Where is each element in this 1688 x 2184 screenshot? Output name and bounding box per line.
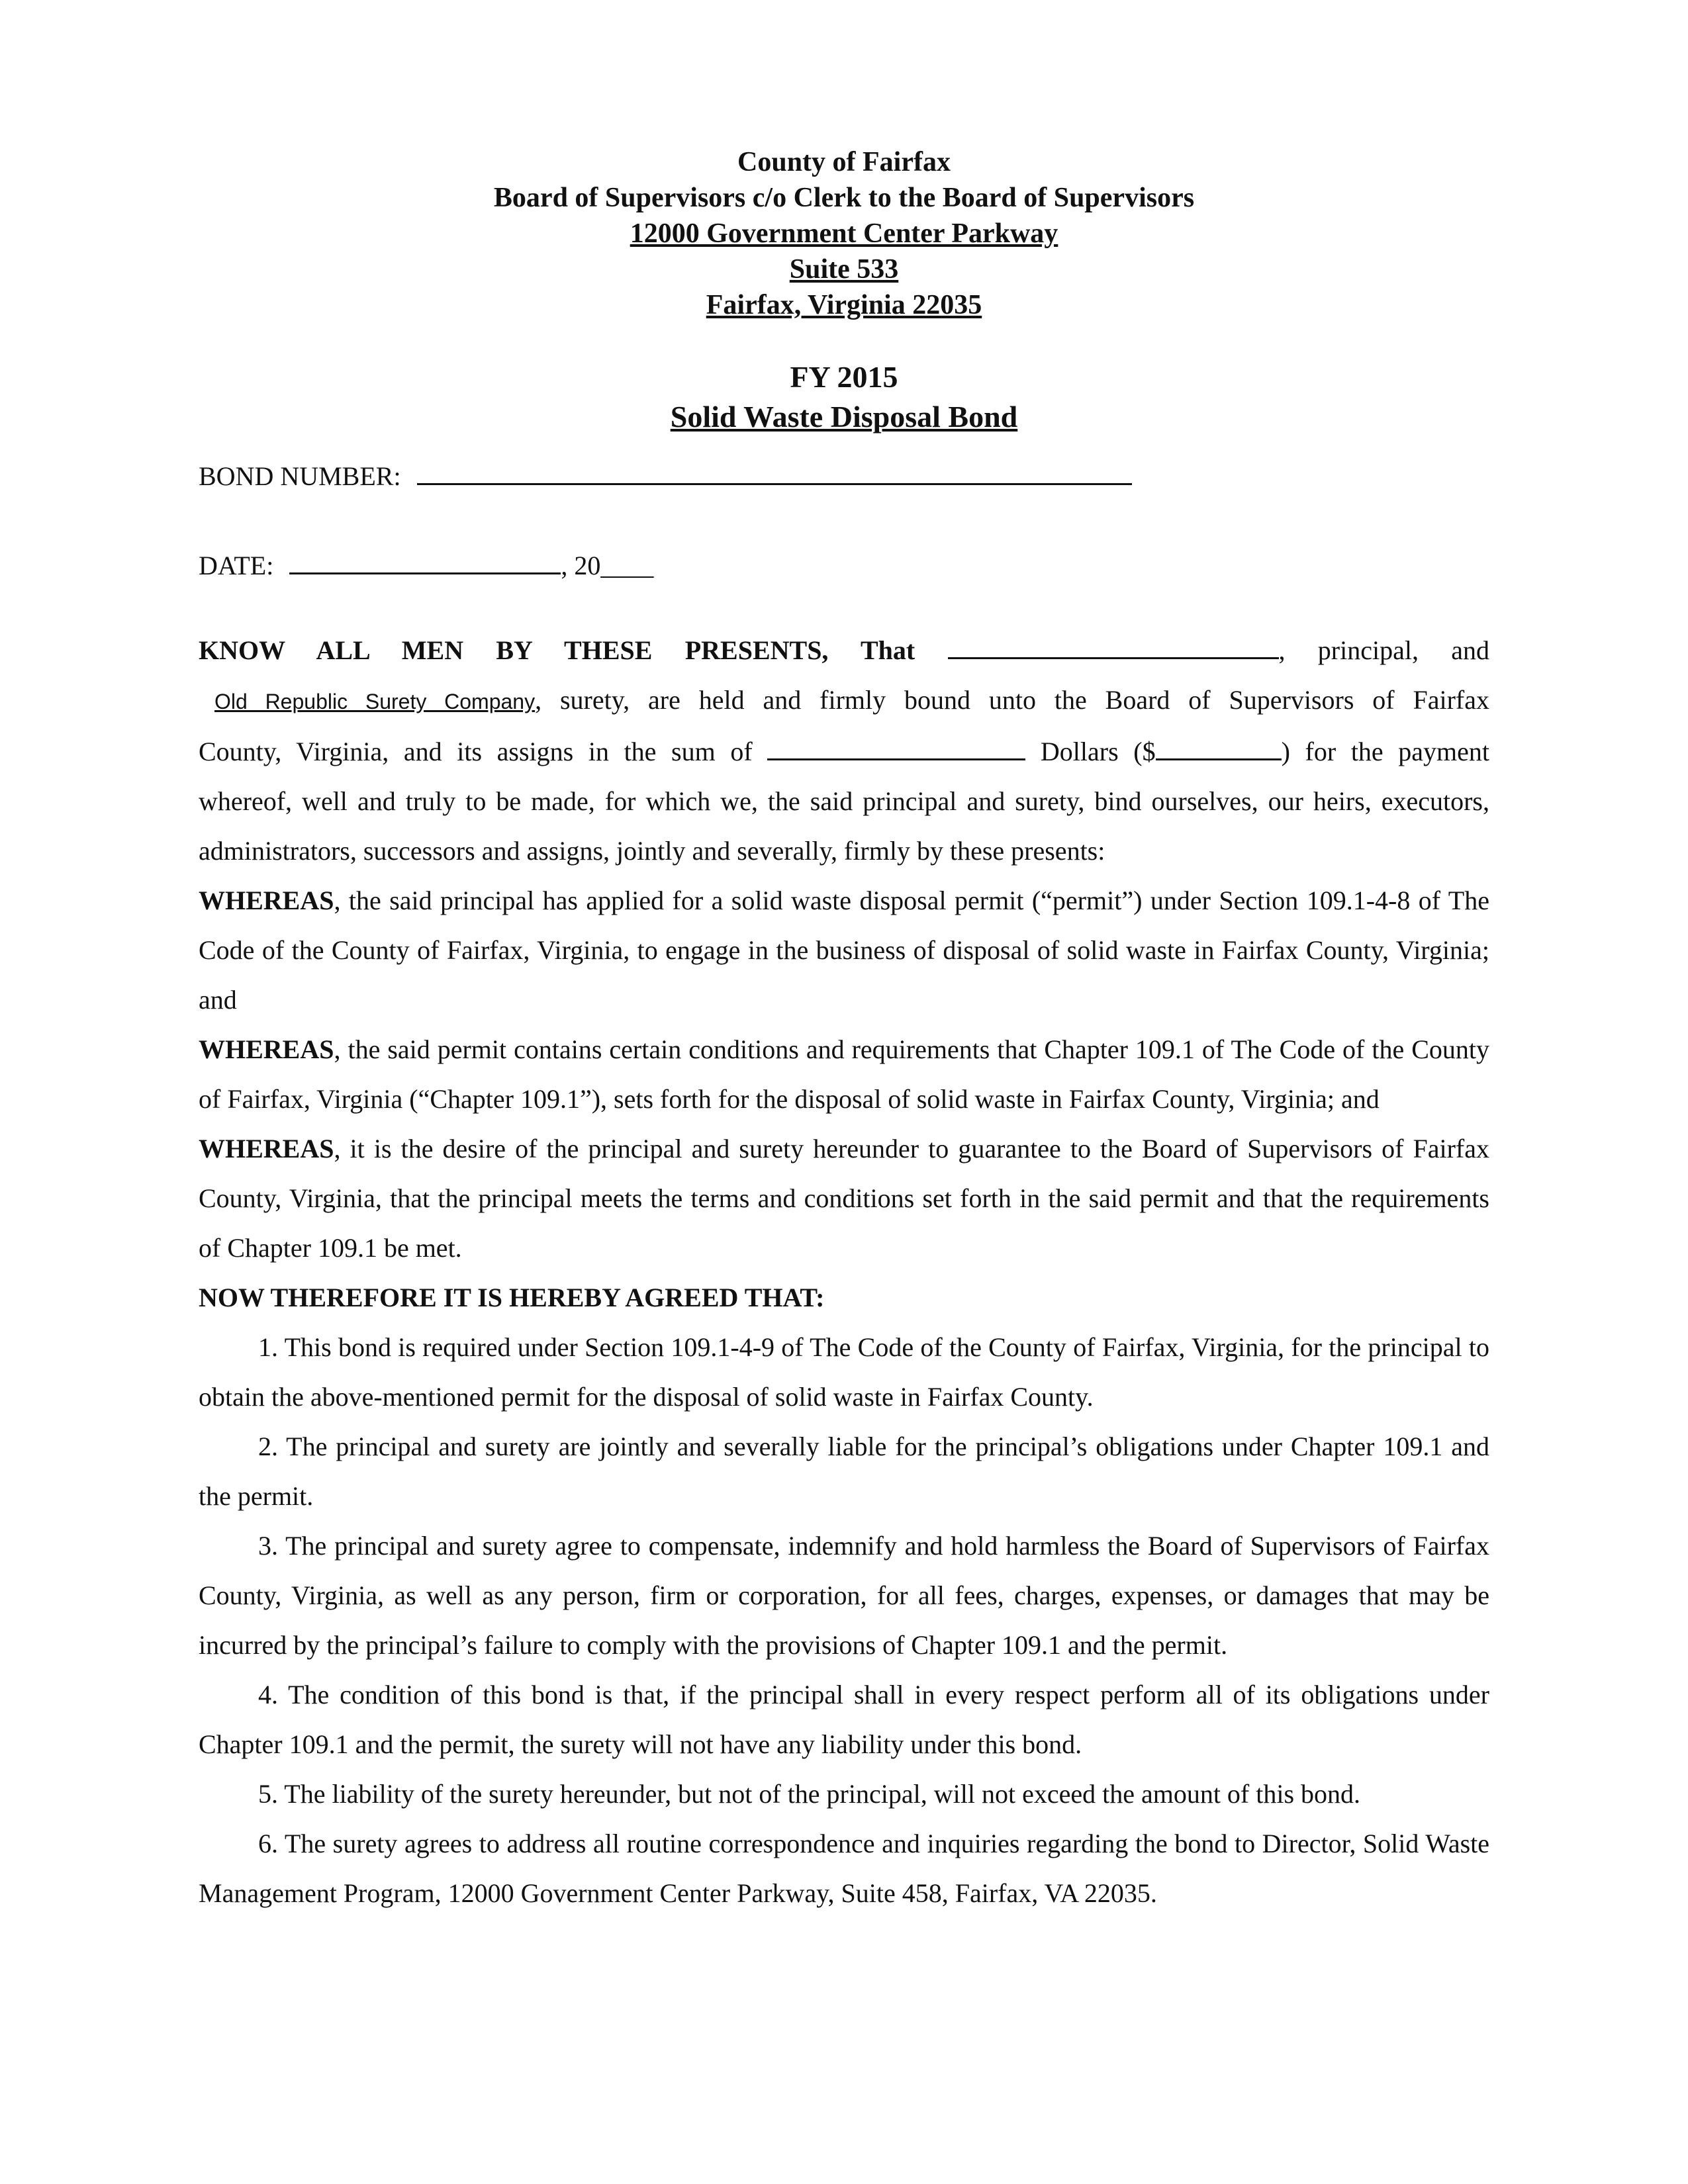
clause-text: This bond is required under Section 109.1-4-9 of The Code of the County of Fairfax, Virginia, for the principal to obtain the above-mentioned permit for the disposal of solid waste in Fairfax County. <box>199 1332 1489 1412</box>
letterhead <box>0 144 1688 323</box>
clause-number: 4. <box>258 1680 278 1709</box>
dollars-close: ) for the payment <box>1281 737 1490 766</box>
street-address: 12000 Government Center Parkway <box>630 218 1058 249</box>
bond-number-row <box>199 457 1132 492</box>
bond-number-label: BOND NUMBER: <box>199 461 401 491</box>
county-name: County of Fairfax <box>737 147 951 177</box>
principal-name-field[interactable] <box>948 631 1279 659</box>
clause-number: 6. <box>258 1829 278 1858</box>
surety-text: , surety, are held and firmly bound unto the Board of Supervisors of Fairfax <box>535 685 1490 715</box>
know-all-men: KNOW ALL MEN BY THESE PRESENTS, That <box>199 635 915 665</box>
date-row <box>199 546 653 581</box>
bond-body <box>199 625 1489 1918</box>
intro-rest: whereof, well and truly to be made, for which we, the said principal and surety, bind ourselves, our heirs, executors, administrators, successors and assigns, jointly and severally, firmly by these presents: <box>199 786 1489 866</box>
whereas-lead: WHEREAS <box>199 886 334 915</box>
sum-amount-field[interactable] <box>1156 732 1282 760</box>
dollars-open: Dollars ($ <box>1040 737 1156 766</box>
intro-line-2 <box>199 675 1489 727</box>
city-state-zip: Fairfax, Virginia 22035 <box>706 290 982 320</box>
clause-5 <box>199 1769 1489 1819</box>
date-label: DATE: <box>199 551 274 580</box>
document-title <box>0 357 1688 437</box>
whereas-text: , the said principal has applied for a solid waste disposal permit (“permit”) under Section 109.1-4-8 of The Code of the County of Fairfax, Virginia, to engage in the business of disposal of solid waste in Fairfax County, Virginia; and <box>199 886 1489 1015</box>
clause-text: The principal and surety agree to compensate, indemnify and hold harmless the Board of Supervisors of Fairfax County, Virginia, as well as any person, firm or corporation, for all fees, charges, expenses, or damages that may be incurred by the principal’s failure to comply with the provisions of Chapter 109.1 and the permit. <box>199 1531 1489 1660</box>
clause-2 <box>199 1422 1489 1521</box>
whereas-1 <box>199 876 1489 1024</box>
sum-prefix: County, Virginia, and its assigns in the sum of <box>199 737 753 766</box>
clause-text: The principal and surety are jointly and severally liable for the principal’s obligations under Chapter 109.1 and the permit. <box>199 1432 1490 1511</box>
date-year-field[interactable]: ____ <box>600 551 654 580</box>
agreed-heading: NOW THEREFORE IT IS HEREBY AGREED THAT: <box>199 1283 825 1312</box>
whereas-2 <box>199 1024 1489 1124</box>
sum-words-field[interactable] <box>767 732 1025 760</box>
suite-number: Suite 533 <box>789 254 899 285</box>
clause-number: 3. <box>258 1531 278 1561</box>
clause-1 <box>199 1322 1489 1422</box>
whereas-3 <box>199 1124 1489 1273</box>
clause-4 <box>199 1670 1489 1769</box>
surety-name: Old Republic Surety Company <box>214 690 536 713</box>
whereas-lead: WHEREAS <box>199 1034 334 1064</box>
clause-3 <box>199 1521 1489 1670</box>
whereas-text: , it is the desire of the principal and surety hereunder to guarantee to the Board of Supervisors of Fairfax County, Virginia, that the principal meets the terms and conditions set forth in the said permit and that the requirements of Chapter 109.1 be met. <box>199 1134 1489 1263</box>
fiscal-year: FY 2015 <box>790 360 898 394</box>
intro-line-3 <box>199 727 1489 776</box>
date-field[interactable] <box>289 546 561 574</box>
clause-text: The liability of the surety hereunder, but not of the principal, will not exceed the amount of this bond. <box>284 1779 1361 1809</box>
date-year-prefix: , 20 <box>561 551 601 580</box>
bond-title: Solid Waste Disposal Bond <box>670 400 1018 433</box>
clause-number: 5. <box>258 1779 278 1809</box>
bond-number-field[interactable] <box>417 457 1132 485</box>
clause-number: 1. <box>258 1332 278 1362</box>
clause-number: 2. <box>258 1432 278 1461</box>
clause-text: The surety agrees to address all routine correspondence and inquiries regarding the bond to Director, Solid Waste Management Program, 12000 Government Center Parkway, Suite 458, Fairfax, VA 22035. <box>199 1829 1490 1908</box>
clause-text: The condition of this bond is that, if the principal shall in every respect perform all of its obligations under Chapter 109.1 and the permit, the surety will not have any liability under this bond. <box>199 1680 1490 1759</box>
board-address-line: Board of Supervisors c/o Clerk to the Board of Supervisors <box>493 183 1195 213</box>
whereas-lead: WHEREAS <box>199 1134 334 1163</box>
principal-and: , principal, and <box>1278 635 1490 665</box>
clause-6 <box>199 1819 1489 1918</box>
intro-line-1 <box>199 625 1489 675</box>
whereas-text: , the said permit contains certain conditions and requirements that Chapter 109.1 of The Code of the County of Fairfax, Virginia (“Chapter 109.1”), sets forth for the disposal of solid waste in Fairfax County, Virginia; and <box>199 1034 1489 1114</box>
